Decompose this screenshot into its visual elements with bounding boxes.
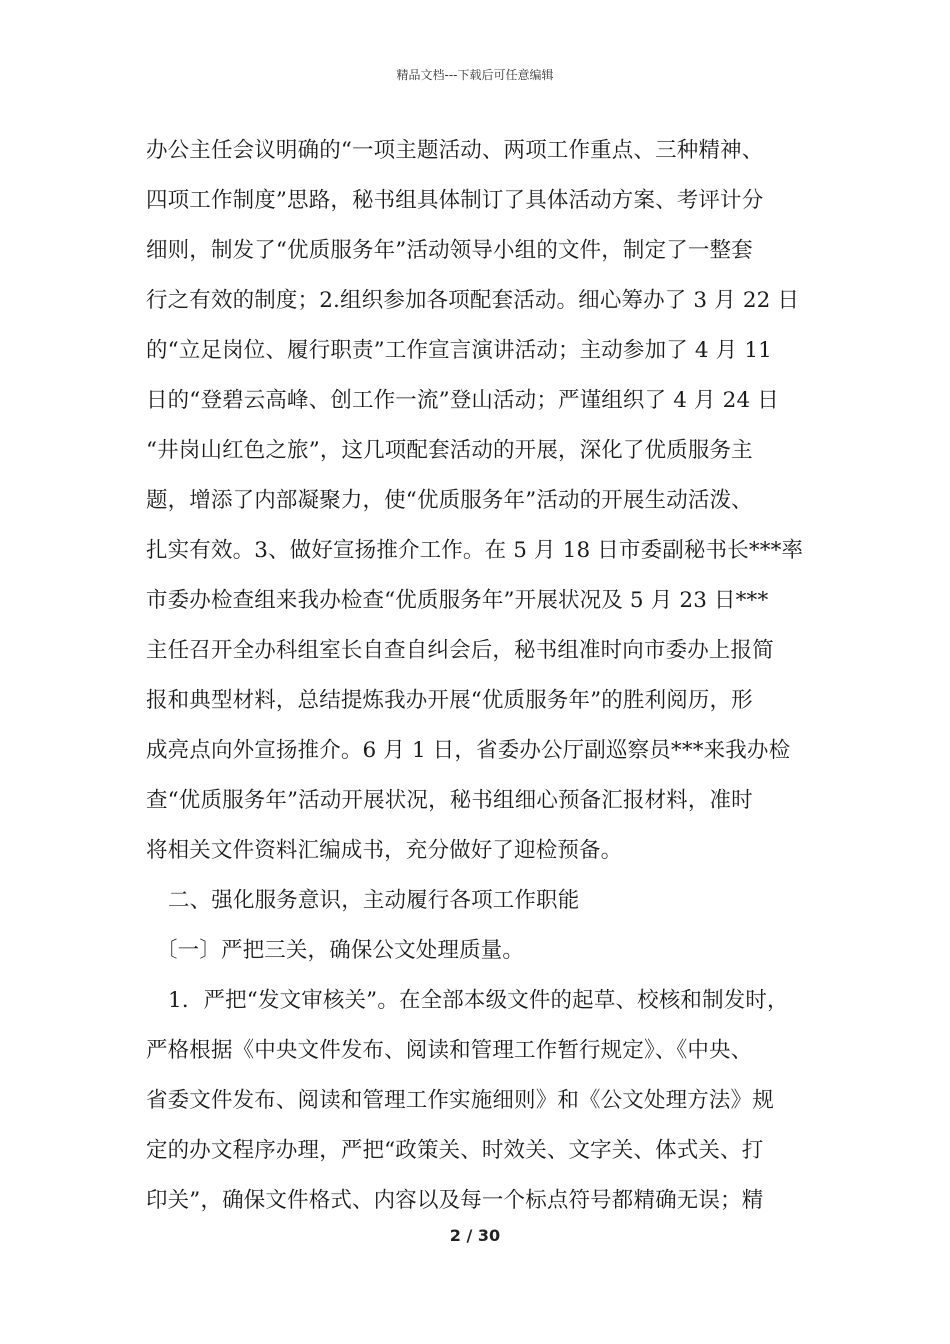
subsection-heading: 〔一〕严把三关，确保公文处理质量。 — [156, 938, 525, 963]
page-header: 精品文档---下载后可任意编辑 — [396, 68, 554, 82]
text-line: 将相关文件资料汇编成书，充分做好了迎检预备。 — [146, 838, 623, 863]
section-heading: 二、强化服务意识，主动履行各项工作职能 — [168, 888, 580, 913]
text-line: 主任召开全办科组室长自查自纠会后，秘书组准时向市委办上报简 — [146, 638, 774, 663]
text-line: 行之有效的制度；2.组织参加各项配套活动。细心筹办了 3 月 22 日 — [146, 288, 800, 313]
text-line: 印关”，确保文件格式、内容以及每一个标点符号都精确无误；精 — [146, 1188, 764, 1213]
text-line: 严格根据《中央文件发布、阅读和管理工作暂行规定》、《中央、 — [146, 1038, 753, 1063]
page-number: 2 / 30 — [449, 1226, 501, 1245]
text-line: 成亮点向外宣扬推介。6 月 1 日，省委办公厅副巡察员***来我办检 — [146, 738, 791, 763]
text-line: 扎实有效。3、做好宣扬推介工作。在 5 月 18 日市委副秘书长***率 — [146, 538, 804, 563]
text-line: 四项工作制度”思路，秘书组具体制订了具体活动方案、考评计分 — [146, 188, 764, 213]
text-line: “井岗山红色之旅”，这几项配套活动的开展，深化了优质服务主 — [146, 438, 753, 463]
text-line: 1．严把“发文审核关”。在全部本级文件的起草、校核和制发时， — [168, 988, 789, 1013]
text-line: 报和典型材料，总结提炼我办开展“优质服务年”的胜利阅历，形 — [146, 688, 753, 713]
text-line: 市委办检查组来我办检查“优质服务年”开展状况及 5 月 23 日*** — [146, 588, 769, 613]
text-line: 日的“登碧云高峰、创工作一流”登山活动；严谨组织了 4 月 24 日 — [146, 388, 779, 413]
text-line: 查“优质服务年”活动开展状况，秘书组细心预备汇报材料，准时 — [146, 788, 753, 813]
text-line: 定的办文程序办理，严把“政策关、时效关、文字关、体式关、打 — [146, 1138, 764, 1163]
text-line: 省委文件发布、阅读和管理工作实施细则》和《公文处理方法》规 — [146, 1088, 774, 1113]
text-line: 细则，制发了“优质服务年”活动领导小组的文件，制定了一整套 — [146, 238, 753, 263]
text-line: 办公主任会议明确的“一项主题活动、两项工作重点、三种精神、 — [146, 138, 764, 163]
text-line: 题，增添了内部凝聚力，使“优质服务年”活动的开展生动活泼、 — [146, 488, 753, 513]
text-line: 的“立足岗位、履行职责”工作宣言演讲活动；主动参加了 4 月 11 — [146, 338, 772, 363]
document-body — [146, 126, 818, 1226]
